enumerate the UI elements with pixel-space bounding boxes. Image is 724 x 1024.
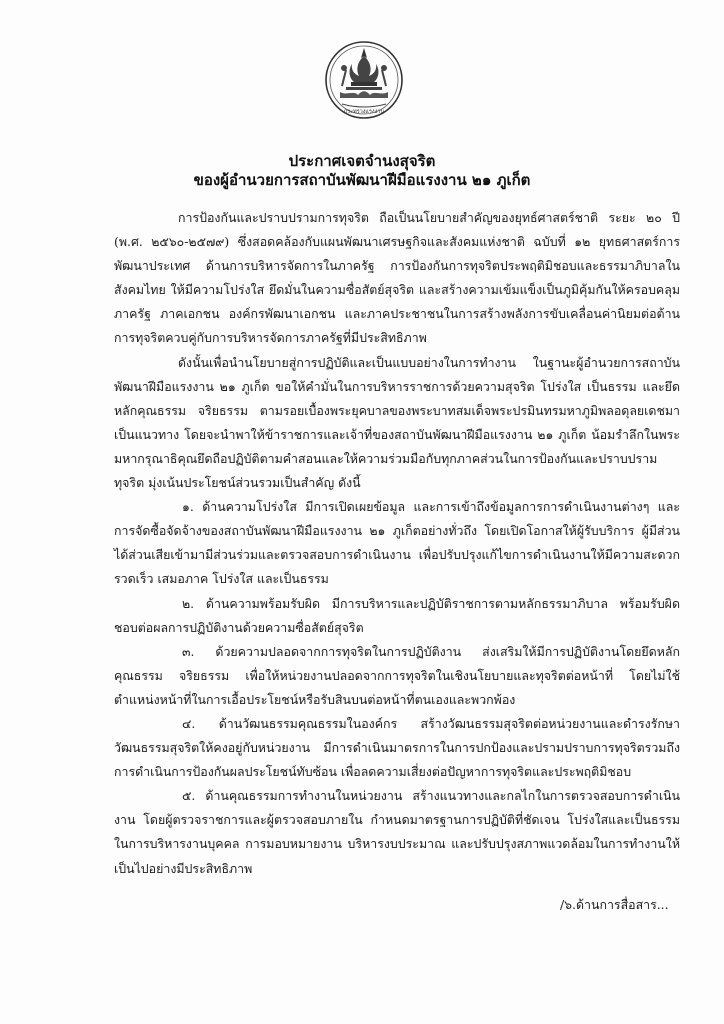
continuation-note: /๖.ด้านการสื่อสาร...	[560, 897, 669, 912]
intro-paragraph: การป้องกันและปราบปรามการทุจริต ถือเป็นนโยบายสำคัญของยุทธ์ศาสตร์ชาติ ระยะ ๒๐ ปี (พ.ศ. ๒๕๖๐-๒๕๗๙) ซึ่งสอดคล้องกับแผนพัฒนาเศรษฐกิจและสังคมแห่งชาติ ฉบับที่ ๑๒ ยุทธศาสตร์การพัฒนาประเทศ ด้านการบริหารจัดการในภาครัฐ การป้องกันการทุจริตประพฤติมิชอบและธรรมาภิบาลในสังคมไทย ให้มีความโปร่งใส ยึดมั่นในความซื่อสัตย์สุจริต และสร้างความเข้มแข็งเป็นภูมิคุ้มกันให้ครอบคลุมภาครัฐ ภาคเอกชน องค์กรพัฒนาเอกชน และภาคประชาชนในการสร้างพลังการขับเคลื่อนค่านิยมต่อต้านการทุจริตควบคู่กับการบริหารจัดการภาครัฐที่มีประสิทธิภาพ	[114, 210, 680, 346]
item-accountability: ๒. ด้านความพร้อมรับผิด มีการบริหารและปฏิบัติราชการตามหลักธรรมาภิบาล พร้อมรับผิดชอบต่อผลการปฏิบัติงานด้วยความซื่อสัตย์สุจริต	[114, 595, 680, 635]
announcement-subtitle: ของผู้อำนวยการสถาบันพัฒนาฝีมือแรงงาน ๒๑ ภูเก็ต	[193, 171, 531, 189]
item-corruption-free: ๓. ด้วยความปลอดจากการทุจริตในการปฏิบัติงาน ส่งเสริมให้มีการปฏิบัติงานโดยยึดหลักคุณธรรม จริยธรรม เพื่อให้หน่วยงานปลอดจากการทุจริตในเชิงนโยบายและทุจริตต่อหน้าที่ โดยไม่ใช้ตำแหน่งหน้าที่ในการเอื้อประโยชน์หรือรับสินบนต่อหน้าที่ตนเองและพวกพ้อง	[114, 643, 680, 707]
item-integrity-culture: ๔. ด้านวัฒนธรรมคุณธรรมในองค์กร สร้างวัฒนธรรมสุจริตต่อหน่วยงานและดำรงรักษาวัฒนธรรมสุจริตให้คงอยู่กับหน่วยงาน มีการดำเนินมาตรการในการปกป้องและปรามปราบการทุจริตรวมถึงการดำเนินการป้องกันผลประโยชน์ทับซ้อน เพื่อลดความเสี่ยงต่อปัญหาการทุจริตและประพฤติมิชอบ	[114, 715, 680, 780]
announcement-body	[114, 206, 680, 881]
item-work-ethics: ๕. ด้านคุณธรรมการทำงานในหน่วยงาน สร้างแนวทางและกลไกในการตรวจสอบการดำเนินงาน โดยผู้ตรวจราชการและผู้ตรวจสอบภายใน กำหนดมาตรฐานการปฏิบัติที่ชัดเจน โปร่งใสและเป็นธรรมในการบริหารงานบุคคล การมอบหมายงาน บริหารงบประมาณ และปรับปรุงสภาพแวดล้อมในการทำงานให้เป็นไปอย่างมีประสิทธิภาพ	[114, 788, 680, 876]
ministry-of-labour-seal	[324, 40, 404, 120]
seal-caption: กระทรวงแรงงาน	[343, 109, 385, 115]
announcement-title: ประกาศเจตจำนงสุจริต	[288, 152, 436, 170]
item-transparency: ๑. ด้านความโปร่งใส มีการเปิดเผยข้อมูล และการเข้าถึงข้อมูลการการดำเนินงานต่างๆ และการจัดซื้อจัดจ้างของสถาบันพัฒนาฝีมือแรงงาน ๒๑ ภูเก็ตอย่างทั่วถึง โดยเปิดโอกาสให้ผู้รับบริการ ผู้มีส่วนได้ส่วนเสียเข้ามามีส่วนร่วมและตรวจสอบการดำเนินงาน เพื่อปรับปรุงแก้ไขการดำเนินงานให้มีความสะดวก รวดเร็ว เสมอภาค โปร่งใส และเป็นธรรม	[114, 499, 680, 587]
commitment-paragraph: ดังนั้นเพื่อนำนโยบายสู่การปฏิบัติและเป็นแบบอย่างในการทำงาน ในฐานะผู้อำนวยการสถาบันพัฒนาฝีมือแรงงาน ๒๑ ภูเก็ต ขอให้คำมั่นในการบริหารราชการด้วยความสุจริต โปร่งใส เป็นธรรม และยึดหลักคุณธรรม จริยธรรม ตามรอยเบื้องพระยุคบาลของพระบาทสมเด็จพระปรมินทรมหาภูมิพลอดุลยเดชมาเป็นแนวทาง โดยจะนำพาให้ข้าราชการและเจ้าที่ของสถาบันพัฒนาฝีมือแรงงาน ๒๑ ภูเก็ต น้อมรำลึกในพระมหากรุณาธิคุณยึดถือปฏิบัติตามคำสอนและให้ความร่วมมือกับทุกภาคส่วนในการป้องกันและปราบปรามทุจริต มุ่งเน้นประโยชน์ส่วนรวมเป็นสำคัญ ดังนี้	[114, 354, 680, 491]
